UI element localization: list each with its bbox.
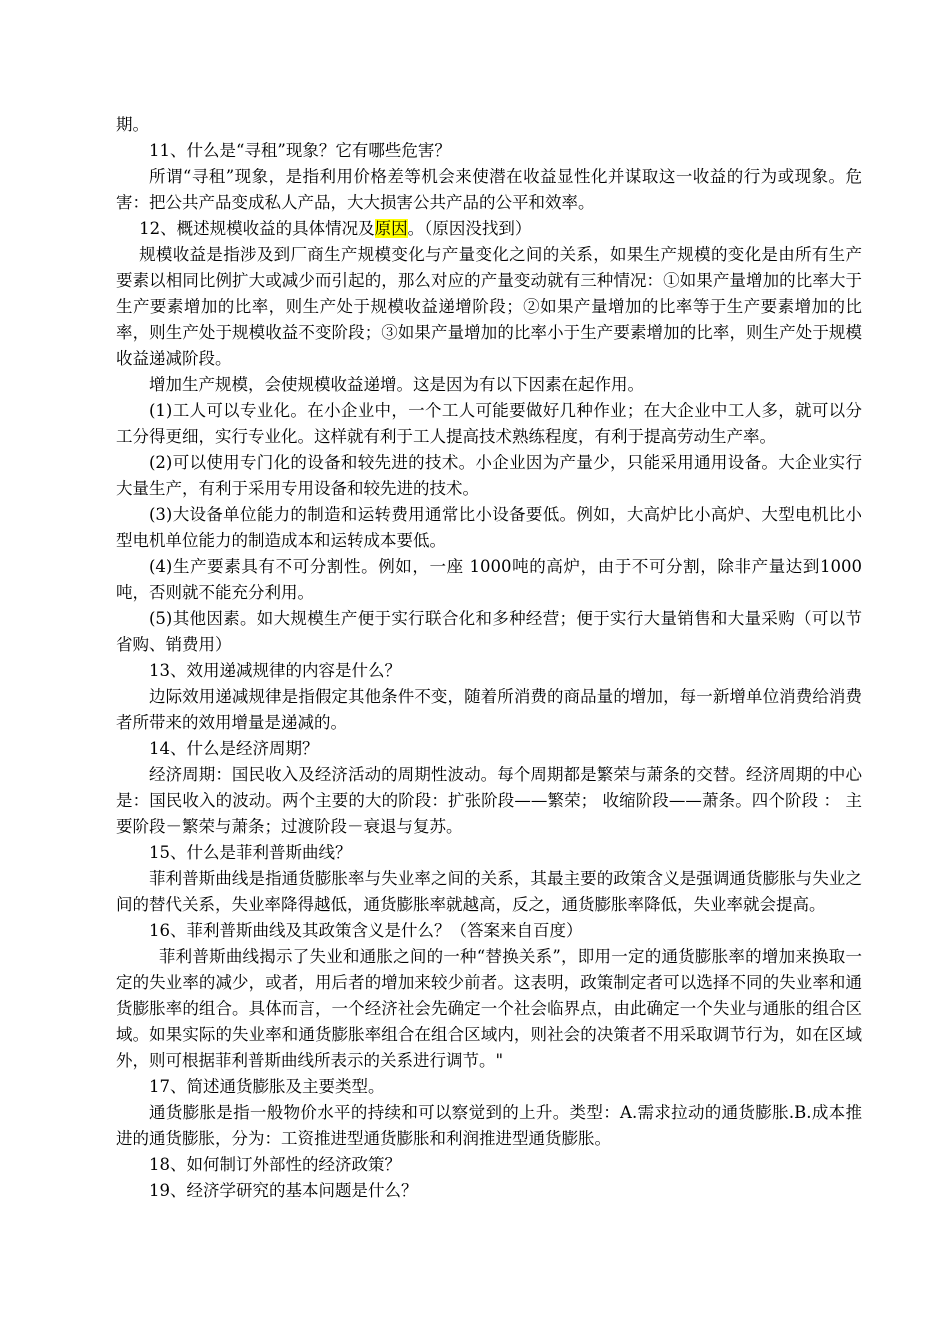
question-13: 13、效用递减规律的内容是什么？	[149, 661, 401, 680]
answer-16: 菲利普斯曲线揭示了失业和通胀之间的一种“替换关系”，即用一定的通货膨胀率的增加来换取一定的失业率的减少，或者，用后者的增加来较少前者。这表明，政策制定者可以选择不同的失业率和通货膨胀率的组合。具体而言，一个经济社会先确定一个社会临界点，由此确定一个失业与通胀的组合区域。如果实际的失业率和通货膨胀率组合在组合区域内，则社会的决策者不用采取调节行为，如在区域外，则可根据菲利普斯曲线所表示的关系进行调节。"	[116, 947, 862, 1070]
answer-12: 规模收益是指涉及到厂商生产规模变化与产量变化之间的关系，如果生产规模的变化是由所有生产要素以相同比例扩大或减少而引起的，那么对应的产量变动就有三种情况：①如果产量增加的比率大于生产要素增加的比率，则生产处于规模收益递增阶段；②如果产量增加的比率等于生产要素增加的比率，则生产处于规模收益不变阶段；③如果产量增加的比率小于生产要素增加的比率，则生产处于规模收益递减阶段。	[116, 245, 862, 368]
answer-12-intro: 增加生产规模，会使规模收益递增。这是因为有以下因素在起作用。	[149, 375, 644, 394]
question-18: 18、如何制订外部性的经济政策？	[149, 1155, 401, 1174]
question-12-note: 。（原因没找到）	[407, 219, 532, 238]
answer-15: 菲利普斯曲线是指通货膨胀率与失业率之间的关系，其最主要的政策含义是强调通货膨胀与失业之间的替代关系，失业率降得越低，通货膨胀率就越高，反之，通货膨胀率降低，失业率就会提高。	[116, 869, 862, 914]
question-12	[116, 216, 862, 242]
question-19: 19、经济学研究的基本问题是什么？	[149, 1181, 418, 1200]
list-item-5: (5)其他因素。如大规模生产便于实行联合化和多种经营；便于实行大量销售和大量采购（可以节省购、销费用）	[116, 609, 862, 654]
answer-14: 经济周期：国民收入及经济活动的周期性波动。每个周期都是繁荣与萧条的交替。经济周期的中心是：国民收入的波动。两个主要的大的阶段：扩张阶段——繁荣； 收缩阶段——萧条。四个阶段 ： 主要阶段－繁荣与萧条；过渡阶段－衰退与复苏。	[116, 765, 862, 836]
document-page	[116, 112, 862, 1204]
highlighted-text: 原因	[374, 219, 408, 238]
list-item-3: (3)大设备单位能力的制造和运转费用通常比小设备要低。例如，大高炉比小高炉、大型电机比小型电机单位能力的制造成本和运转成本要低。	[116, 505, 862, 550]
list-item-2: (2)可以使用专门化的设备和较先进的技术。小企业因为产量少，只能采用通用设备。大企业实行大量生产，有利于采用专用设备和较先进的技术。	[116, 453, 862, 498]
question-15: 15、什么是菲利普斯曲线？	[149, 843, 352, 862]
question-16: 16、菲利普斯曲线及其政策含义是什么？（答案来自百度）	[149, 921, 583, 940]
question-14: 14、什么是经济周期？	[149, 739, 319, 758]
answer-13: 边际效用递减规律是指假定其他条件不变，随着所消费的商品量的增加，每一新增单位消费给消费者所带来的效用增量是递减的。	[116, 687, 862, 732]
answer-11: 所谓“寻租”现象，是指利用价格差等机会来使潜在收益显性化并谋取这一收益的行为或现象。危害：把公共产品变成私人产品，大大损害公共产品的公平和效率。	[116, 167, 862, 212]
list-item-4: (4)生产要素具有不可分割性。例如，一座 1000吨的高炉，由于不可分割，除非产量达到1000吨，否则就不能充分利用。	[116, 557, 862, 602]
paragraph-continuation: 期。	[116, 115, 149, 134]
question-11: 11、什么是“寻租”现象？它有哪些危害？	[149, 141, 451, 160]
answer-17: 通货膨胀是指一般物价水平的持续和可以察觉到的上升。类型：A.需求拉动的通货膨胀.B.成本推进的通货膨胀，分为：工资推进型通货膨胀和利润推进型通货膨胀。	[116, 1103, 862, 1148]
list-item-1: (1)工人可以专业化。在小企业中，一个工人可能要做好几种作业；在大企业中工人多，就可以分工分得更细，实行专业化。这样就有利于工人提高技术熟练程度，有利于提高劳动生产率。	[116, 401, 862, 446]
question-17: 17、简述通货膨胀及主要类型。	[149, 1077, 385, 1096]
question-12-text: 12、概述规模收益的具体情况及	[139, 219, 375, 238]
